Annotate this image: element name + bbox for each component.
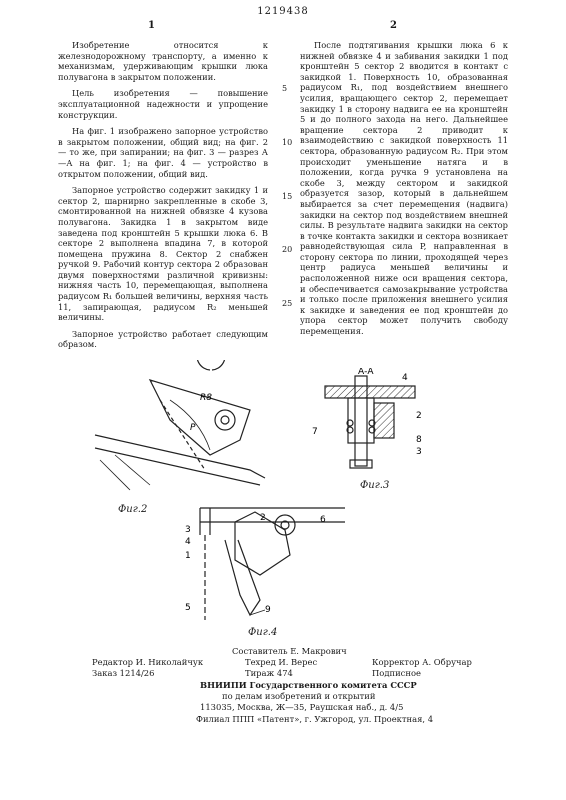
line-number: 5 xyxy=(282,84,288,93)
figure-4-label: 1 xyxy=(185,551,191,561)
figure-2-caption: Фиг.2 xyxy=(118,504,148,515)
circulation: Тираж 474 xyxy=(245,668,293,678)
organization: ВНИИПИ Государственного комитета СССР xyxy=(200,680,417,690)
techred: Техред И. Верес xyxy=(245,657,318,667)
figure-4-label: 2 xyxy=(260,513,266,523)
subscription: Подписное xyxy=(372,668,421,678)
figure-3-drawing xyxy=(310,368,430,478)
figure-4-label: 5 xyxy=(185,603,191,613)
line-number: 20 xyxy=(282,245,293,254)
figure-3-label: 3 xyxy=(416,447,422,457)
paragraph: Запорное устройство работает следующим образом. xyxy=(58,328,268,350)
figure-4-label: 6 xyxy=(320,515,326,525)
column-number-right: 2 xyxy=(390,20,397,31)
figure-2-drawing xyxy=(90,360,270,500)
editor: Редактор И. Николайчук xyxy=(92,657,204,667)
figure-4-drawing xyxy=(180,500,350,625)
line-number: 10 xyxy=(282,138,293,147)
right-text-column xyxy=(300,40,508,343)
column-number-left: 1 xyxy=(148,20,155,31)
figure-3-label: 8 xyxy=(416,435,422,445)
compiler: Составитель Е. Макрович xyxy=(232,646,347,656)
figure-3-label: 4 xyxy=(402,373,408,383)
figure-3-caption: Фиг.3 xyxy=(360,480,390,491)
figure-2-label: P xyxy=(190,423,196,433)
left-text-column xyxy=(58,40,268,356)
order: Заказ 1214/26 xyxy=(92,668,155,678)
paragraph: Цель изобретения — повышение эксплуатационной надежности и упрощение конструкции. xyxy=(58,88,268,120)
line-number: 25 xyxy=(282,299,293,308)
figure-4-label: 3 xyxy=(185,525,191,535)
figure-4-caption: Фиг.4 xyxy=(248,627,278,638)
figure-3-label: 2 xyxy=(416,411,422,421)
section-label: А-А xyxy=(358,368,374,377)
organization-sub: по делам изобретений и открытий xyxy=(222,691,376,701)
paragraph: После подтягивания крышки люка 6 к нижней обвязке 4 и забивания закидки 1 под кронштейн 5 сектор 2 вводится в контакт с закидкой 1. Поверхность 10, образованная радиусом R₁, под воздействием внешнего усилия, вращающего сектор 2, перемещает закидку 1 в сторону надвига ее на кронштейн 5 и до полного захода на него. Дальнейшее вращение сектора 2 приводит к взаимодействию с закидкой поверхность 11 сектора, образованную радиусом R₂. При этом происходит уменьшение натяга и в положении, когда ручка 9 установлена на скобе 3, между сектором и закидкой образуется зазор, который в дальнейшем выбирается за счет перемещения (надвига) закидки на сектор под воздействием внешней силы. В результате надвига закидки на сектор в точке контакта закидки и сектора возникает равнодействующая сила P, направленная в сторону сектора по линии, проходящей через центр радиуса меньшей величины и расположенной ниже оси вращения сектора, и обеспечивается самозакрывание устройства и только после приложения внешнего усилия к закидке и заведения ее под кронштейн до упора сектор может получить свободу перемещения. xyxy=(300,40,508,337)
figure-2-label: R8 xyxy=(200,393,212,403)
paragraph: На фиг. 1 изображено запорное устройство в закрытом положении, общий вид; на фиг. 2 — то же, при запирании; на фиг. 3 — разрез А—А на фиг. 1; на фиг. 4 — устройство в открытом положении, общий вид. xyxy=(58,126,268,179)
branch: Филиал ППП «Патент», г. Ужгород, ул. Проектная, 4 xyxy=(196,714,434,724)
address: 113035, Москва, Ж—35, Раушская наб., д. 4/5 xyxy=(200,702,404,712)
paragraph: Изобретение относится к железнодорожному транспорту, а именно к механизмам, удерживающим крышки люка полувагона в закрытом положении. xyxy=(58,40,268,82)
figure-4-label: 4 xyxy=(185,537,191,547)
corrector: Корректор А. Обручар xyxy=(372,657,472,667)
figure-3-label: 7 xyxy=(312,427,318,437)
document-number: 1219438 xyxy=(257,6,309,17)
figure-4-label: 9 xyxy=(265,605,271,615)
paragraph: Запорное устройство содержит закидку 1 и сектор 2, шарнирно закрепленные в скобе 3, смонтированной на нижней обвязке 4 кузова полувагона. Закидка 1 в закрытом виде заведена под кронштейн 5 крышки люка 6. В секторе 2 выполнена впадина 7, в которой помещена пружина 8. Сектор 2 снабжен ручкой 9. Рабочий контур сектора 2 образован двумя поверхностями различной кривизны: нижняя часть 10, перемещающая, выполнена радиусом R₁ большей величины, верхняя часть 11, запирающая, радиусом R₂ меньшей величины. xyxy=(58,185,268,323)
line-number: 15 xyxy=(282,192,293,201)
